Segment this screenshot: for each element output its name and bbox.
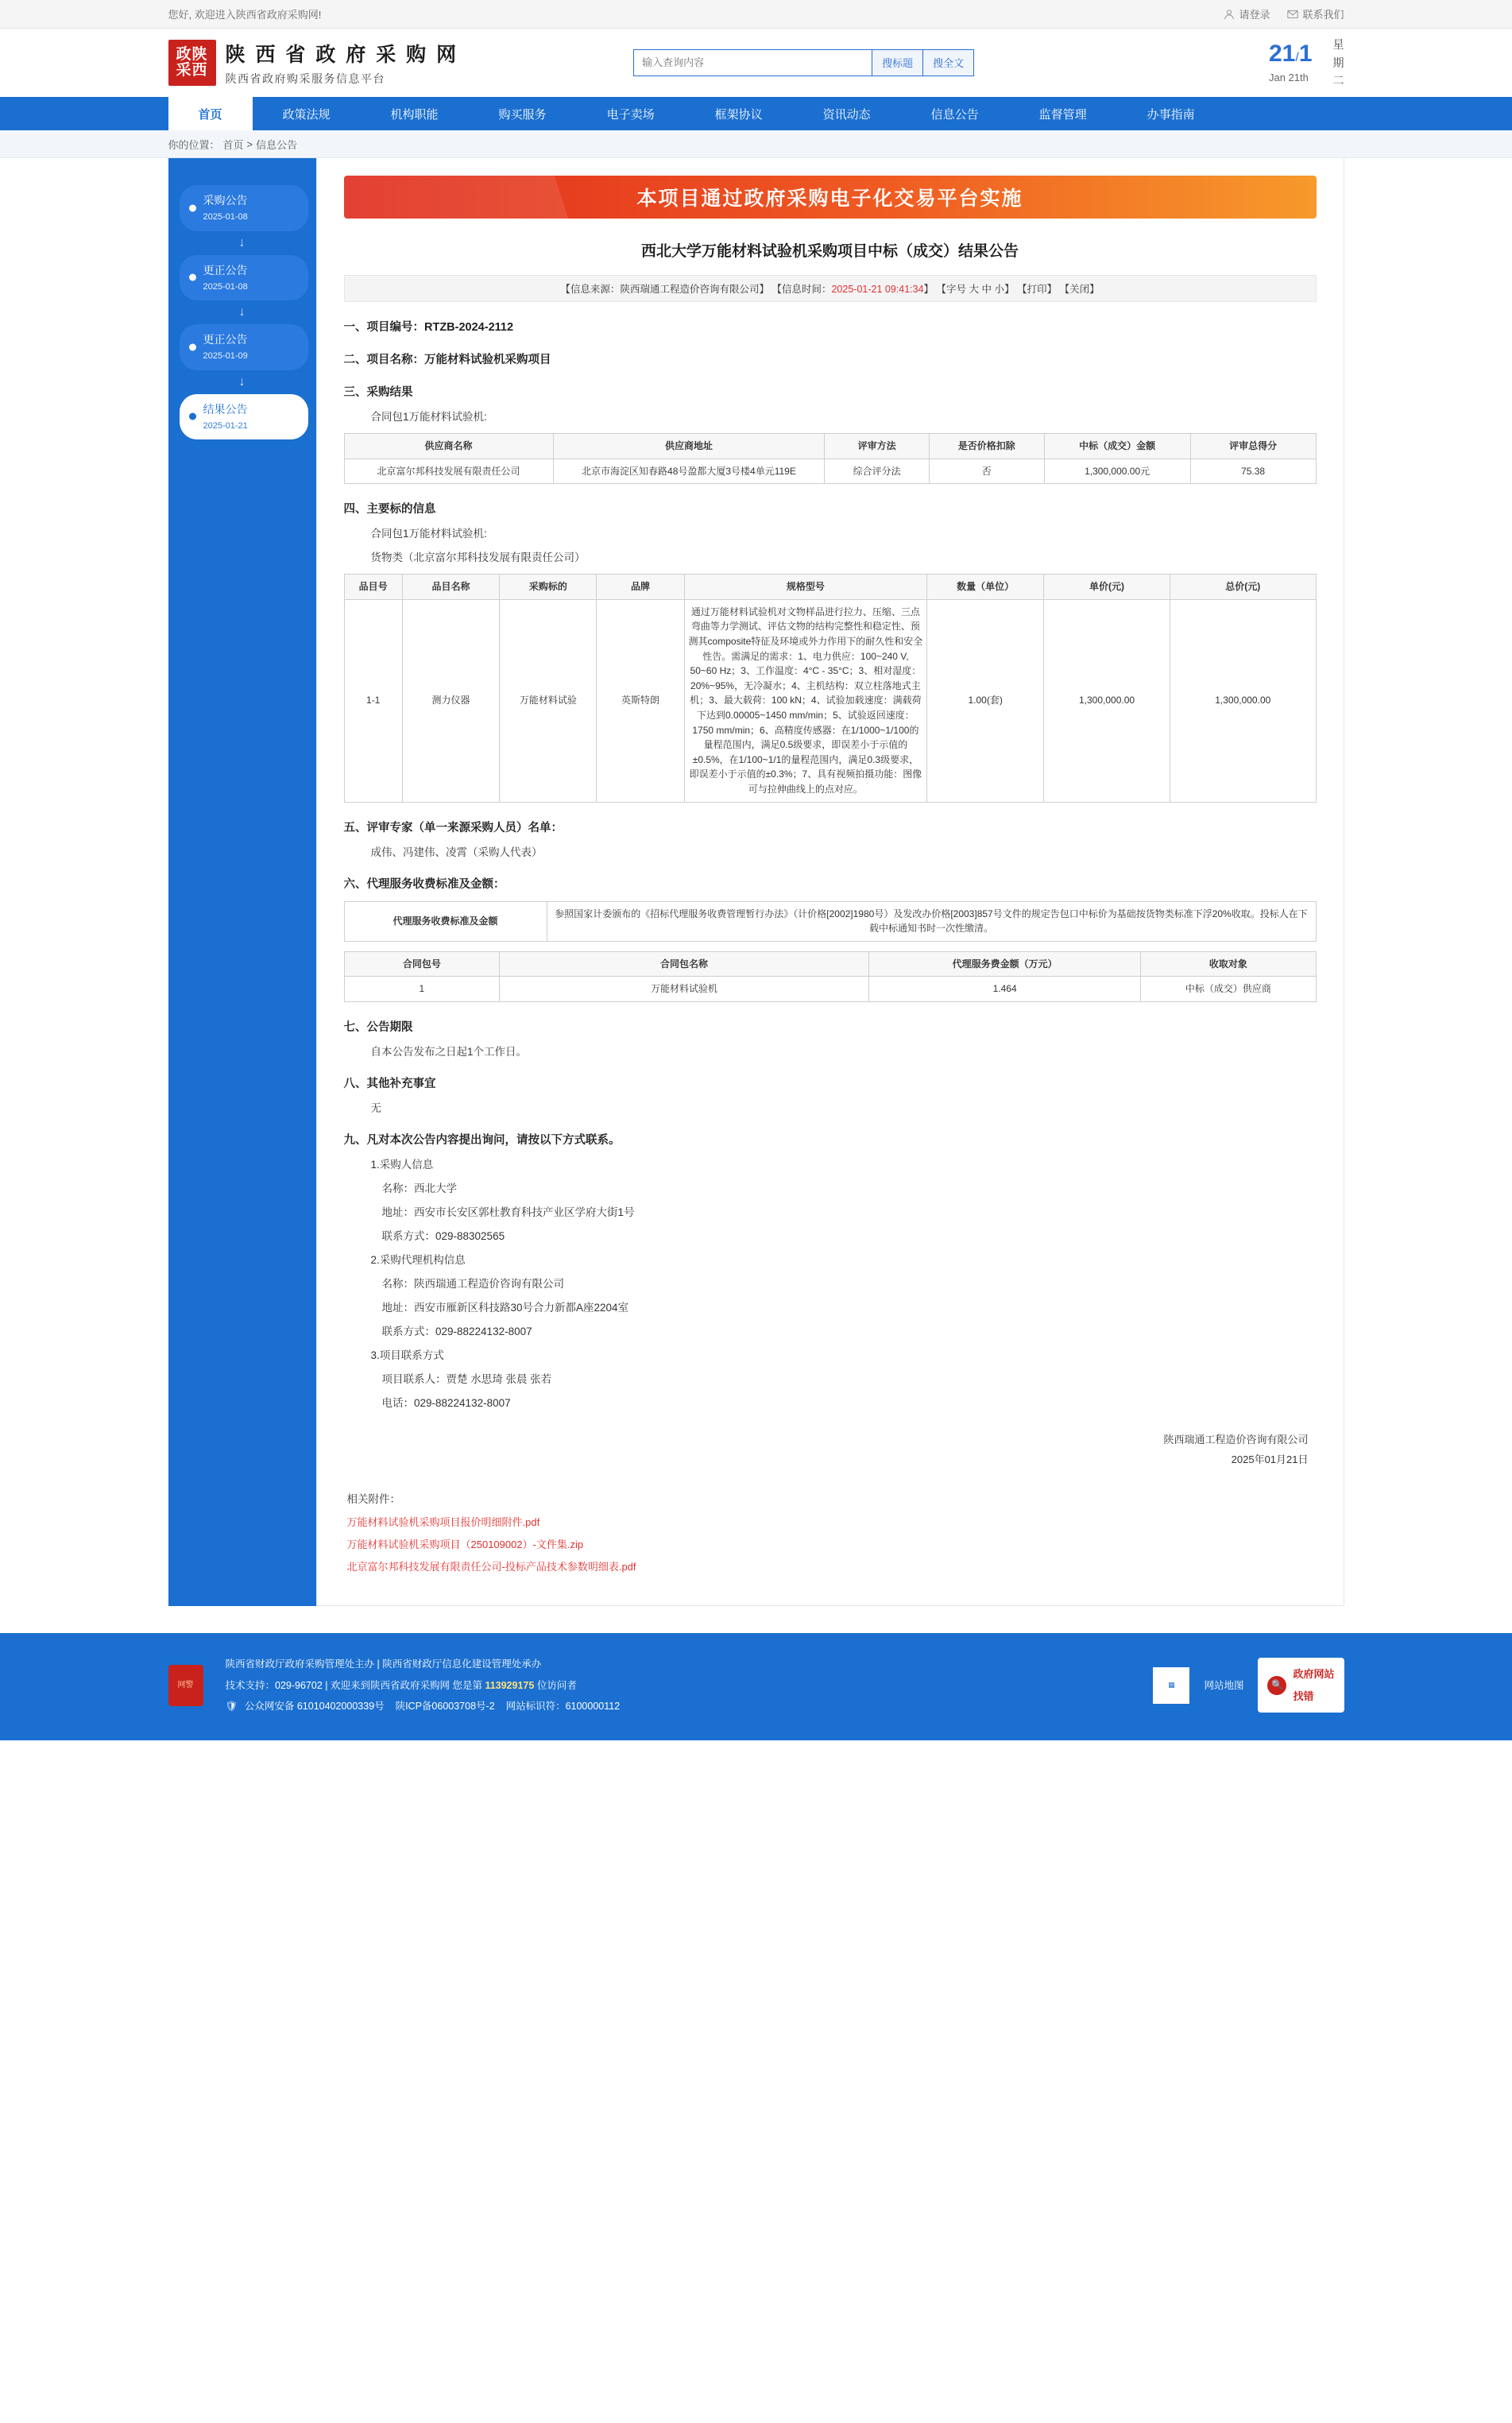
step-dot-icon <box>189 204 196 211</box>
item-total-price: 1,300,000.00 <box>1170 599 1316 802</box>
step-arrow-icon: ↓ <box>238 374 246 389</box>
project-contact-heading: 3.项目联系方式 <box>370 1349 444 1361</box>
footer-line-1: 陕西省财政厅政府采购管理处主办 | 陕西省财政厅信息化建设管理处承办 <box>225 1659 542 1670</box>
sidebar-step-1[interactable] <box>180 255 308 301</box>
font-size-large-button[interactable]: 大 <box>969 284 980 295</box>
fee-cell: 中标（成交）供应商 <box>1141 977 1316 1002</box>
step-arrow-icon: ↓ <box>238 235 246 250</box>
column-header: 品牌 <box>597 575 684 600</box>
attachment-link-0[interactable]: 万能材料试验机采购项目报价明细附件.pdf <box>346 1516 540 1529</box>
article-content <box>316 158 1344 1606</box>
step-date: 2025-01-09 <box>203 351 248 361</box>
contact-link[interactable] <box>1287 6 1344 21</box>
weekday-line3: 二 <box>1332 74 1344 87</box>
breadcrumb-bar <box>0 130 1512 158</box>
column-header: 中标（成交）金额 <box>1044 434 1190 459</box>
shield-icon: 🛡 <box>225 1700 238 1712</box>
step-dot-icon <box>189 343 196 350</box>
nav-item-5[interactable]: 框架协议 <box>714 107 763 122</box>
column-header: 代理服务费金额（万元） <box>868 951 1140 977</box>
meta-font-end: 】 <box>1004 284 1015 295</box>
meta-time-value: 2025-01-21 09:41:34 <box>831 284 924 295</box>
table-header-row <box>344 951 1316 977</box>
column-header: 品目名称 <box>402 575 499 600</box>
result-table <box>344 433 1317 484</box>
date-month: 1 <box>1298 40 1313 67</box>
visitor-count: 113929175 <box>485 1679 535 1691</box>
column-header: 评审方法 <box>825 434 930 459</box>
footer-line-2-prefix: 技术支持：029-96702 | 欢迎来到陕西省政府采购网 您是第 <box>225 1679 482 1691</box>
item-no: 1-1 <box>344 599 402 802</box>
mail-icon <box>1287 9 1298 20</box>
search-input[interactable] <box>633 49 872 76</box>
column-header: 收取对象 <box>1141 951 1316 977</box>
step-title: 采购公告 <box>203 194 248 207</box>
magnifier-icon: 🔍 <box>1267 1676 1286 1695</box>
breadcrumb-item-home[interactable]: 首页 <box>222 138 244 151</box>
breadcrumb-sep: > <box>246 137 253 150</box>
sitemap-link[interactable]: 网站地图 <box>1204 1679 1244 1691</box>
contact-label: 联系我们 <box>1302 9 1344 21</box>
item-name: 测力仪器 <box>402 599 499 802</box>
meta-source-label: 【信息来源： <box>560 284 621 295</box>
sidebar-step-0[interactable] <box>180 185 308 231</box>
weekday-line1: 星 <box>1332 38 1344 52</box>
top-utility-bar <box>0 0 1512 29</box>
item-unit-price: 1,300,000.00 <box>1044 599 1170 802</box>
section-heading-contact: 九、凡对本次公告内容提出询问，请按以下方式联系。 <box>343 1133 621 1147</box>
nav-item-6[interactable]: 资讯动态 <box>822 107 871 122</box>
experts-line: 成伟、冯建伟、凌霄（采购人代表） <box>370 846 543 858</box>
project-contact-tel: 电话：029-88224132-8007 <box>381 1396 511 1409</box>
agency-address: 地址：西安市雁新区科技路30号合力新都A座2204室 <box>381 1301 629 1314</box>
attachment-link-2[interactable]: 北京富尔邦科技发展有限责任公司-投标产品技术参数明细表.pdf <box>346 1561 636 1573</box>
step-date: 2025-01-08 <box>203 212 248 222</box>
search-title-button[interactable]: 搜标题 <box>872 49 923 76</box>
font-size-small-button[interactable]: 小 <box>994 284 1005 295</box>
goods-table <box>344 574 1317 802</box>
column-header: 规格型号 <box>684 575 927 600</box>
font-size-medium-button[interactable]: 中 <box>981 284 992 295</box>
site-name: 陕 西 省 政 府 采 购 网 <box>225 43 459 66</box>
meta-source-end: 】 <box>759 284 769 295</box>
search-fulltext-button[interactable]: 搜全文 <box>923 49 974 76</box>
result-cell: 北京市海淀区知春路48号盈都大厦3号楼4单元119E <box>553 459 825 484</box>
footer-line-2-suffix: 位访问者 <box>536 1679 577 1691</box>
signature-block <box>344 1430 1317 1469</box>
nav-item-1[interactable]: 政策法规 <box>282 107 331 122</box>
column-header: 评审总得分 <box>1190 434 1316 459</box>
police-record[interactable]: 公众网安备 61010402000339号 <box>244 1700 385 1712</box>
purchaser-name: 名称：西北大学 <box>381 1182 457 1194</box>
section-heading-result: 三、采购结果 <box>343 386 413 399</box>
project-contact-person: 项目联系人：贾楚 水思琦 张晨 张若 <box>381 1372 552 1385</box>
police-badge-icon: 网警 <box>168 1665 203 1706</box>
item-brand: 英斯特朗 <box>597 599 684 802</box>
date-english: Jan 21th <box>1268 71 1309 83</box>
table-row <box>344 977 1316 1002</box>
step-arrow-icon: ↓ <box>238 305 246 319</box>
page-body <box>168 158 1344 1606</box>
attachments-list <box>344 1514 1317 1573</box>
icp-record[interactable]: 陕ICP备06003708号-2 <box>395 1700 495 1712</box>
column-header: 品目号 <box>344 575 402 600</box>
meta-time-label: 【信息时间： <box>771 284 832 295</box>
meta-time-end: 】 <box>923 284 934 295</box>
purchaser-tel: 联系方式：029-88302565 <box>381 1229 505 1242</box>
breadcrumb-item-notice[interactable]: 信息公告 <box>256 138 298 151</box>
table-row <box>344 599 1316 802</box>
fee-standard-text: 参照国家计委颁布的《招标代理服务收费管理暂行办法》（计价格[2002]1980号）及发改办价格[2003]857号文件的规定告包口中标价为基础按货物类标准下浮20%收取。投标人在下载中标通知书时一次性缴清。 <box>547 901 1316 941</box>
signature-date: 2025年01月21日 <box>1231 1453 1309 1465</box>
sitemap-qr-icon: ▦ <box>1153 1667 1189 1704</box>
nav-item-8[interactable]: 监督管理 <box>1038 107 1087 122</box>
step-date: 2025-01-08 <box>203 281 248 292</box>
section-heading-experts: 五、评审专家（单一来源采购人员）名单： <box>343 821 563 834</box>
nav-item-4[interactable]: 电子卖场 <box>606 107 655 122</box>
result-package-line: 合同包1万能材料试验机: <box>370 411 487 423</box>
signature-org: 陕西瑞通工程造价咨询有限公司 <box>1163 1433 1309 1446</box>
fee-standard-label: 代理服务收费标准及金额 <box>344 901 547 941</box>
period-line: 自本公告发布之日起1个工作日。 <box>370 1045 528 1058</box>
agency-name: 名称：陕西瑞通工程造价咨询有限公司 <box>381 1277 564 1290</box>
page-title: 西北大学万能材料试验机采购项目中标（成交）结果公告 <box>640 243 1019 260</box>
table-header-row <box>344 575 1316 600</box>
items-supplier-line: 货物类（北京富尔邦科技发展有限责任公司） <box>370 552 586 564</box>
column-header: 供应商地址 <box>553 434 825 459</box>
logo-char-line2: 采西 <box>176 61 208 79</box>
date-widget: 21/1 Jan 21th 星 期 二 <box>1269 36 1344 89</box>
section-heading-project-name: 二、项目名称：万能材料试验机采购项目 <box>343 354 551 366</box>
breadcrumb-prefix: 你的位置： <box>168 138 220 151</box>
nav-item-9[interactable]: 办事指南 <box>1147 107 1195 122</box>
main-nav <box>0 97 1512 130</box>
fee-table <box>344 951 1317 1002</box>
column-header: 合同包号 <box>344 951 500 977</box>
column-header: 总价(元) <box>1170 575 1316 600</box>
agency-heading: 2.采购代理机构信息 <box>370 1253 466 1266</box>
result-cell: 1,300,000.00元 <box>1044 459 1190 484</box>
fee-standard-row <box>344 901 1316 941</box>
weekday-line2: 期 <box>1332 56 1344 69</box>
sidebar-step-2[interactable] <box>180 324 308 370</box>
result-cell: 北京富尔邦科技发展有限责任公司 <box>344 459 553 484</box>
breadcrumb <box>168 130 1344 157</box>
platform-banner: 本项目通过政府采购电子化交易平台实施 <box>344 176 1317 219</box>
gov-site-error-badge[interactable] <box>1258 1658 1344 1713</box>
section-heading-project-no: 一、项目编号：RTZB-2024-2112 <box>343 321 514 334</box>
site-header <box>0 29 1512 97</box>
site-identifier: 网站标识符：6100000112 <box>505 1700 621 1712</box>
step-title: 更正公告 <box>203 263 248 277</box>
step-date: 2025-01-21 <box>203 420 248 431</box>
login-link[interactable] <box>1224 6 1270 21</box>
section-heading-other: 八、其他补充事宜 <box>343 1077 436 1090</box>
fee-cell: 万能材料试验机 <box>500 977 869 1002</box>
table-header-row <box>344 434 1316 459</box>
nav-item-7[interactable]: 信息公告 <box>930 107 979 122</box>
login-label: 请登录 <box>1239 9 1270 21</box>
column-header: 是否价格扣除 <box>929 434 1044 459</box>
gov-badge-line1: 政府网站 <box>1293 1668 1335 1681</box>
column-header: 采购标的 <box>500 575 597 600</box>
print-button[interactable]: 【打印】 <box>1017 284 1058 295</box>
nav-item-3[interactable]: 购买服务 <box>498 107 547 122</box>
table-row <box>344 459 1316 484</box>
item-spec: 通过万能材料试验机对文物样品进行拉力、压缩、三点弯曲等力学测试、评估文物的结构完整性和稳定性、预测其composite特征及环境或外力作用下的耐久性和安全性告。需满足的需求：1、电力供应：100~240 V, 50~60 Hz；3、工作温度：4°C - 35°C；3、相对湿度：20%~95%，无冷凝水；4、主机结构：双立柱落地式主机；3、最大载荷：100 kN；4、试验加载速度：满载荷下达到0.00005~1450 mm/min；5、试验返回速度：1750 mm/min；6、高精度传感器：在1/1000~1/100的量程范围内，满足0.5级要求，即误差小于示值的±0.5%，在1/100~1/1的量程范围内，满足0.3级要求，即误差小于示值的±0.3%；7、具有视频拍摄功能：图像可与拉伸曲线上的点对应。 <box>684 599 927 802</box>
step-title: 更正公告 <box>203 333 248 346</box>
step-dot-icon <box>189 274 196 281</box>
nav-item-0[interactable]: 首页 <box>168 97 253 130</box>
column-header: 单价(元) <box>1044 575 1170 600</box>
nav-item-2[interactable]: 机构职能 <box>390 107 439 122</box>
article-meta-bar <box>344 275 1317 302</box>
result-cell: 综合评分法 <box>825 459 930 484</box>
close-button[interactable]: 【关闭】 <box>1059 284 1100 295</box>
purchaser-address: 地址：西安市长安区郭杜教育科技产业区学府大街1号 <box>381 1206 635 1218</box>
logo-char-line1: 政陕 <box>176 46 208 64</box>
sidebar-step-3[interactable] <box>180 394 308 440</box>
meta-source-value: 陕西瑞通工程造价咨询有限公司 <box>620 284 760 295</box>
site-footer <box>0 1633 1512 1740</box>
column-header: 合同包名称 <box>500 951 869 977</box>
weekday-label <box>1333 36 1344 89</box>
item-target: 万能材料试验 <box>500 599 597 802</box>
welcome-text: 您好, 欢迎进入陕西省政府采购网! <box>168 9 322 21</box>
section-heading-period: 七、公告期限 <box>343 1020 413 1034</box>
item-qty: 1.00(套) <box>927 599 1044 802</box>
column-header: 数量（单位） <box>927 575 1044 600</box>
search-block <box>633 49 974 76</box>
attachment-link-1[interactable]: 万能材料试验机采购项目（250109002）-文件集.zip <box>346 1539 584 1551</box>
items-package-line: 合同包1万能材料试验机: <box>370 528 487 540</box>
section-heading-agency-fee: 六、代理服务收费标准及金额： <box>343 877 505 891</box>
fee-cell: 1 <box>344 977 500 1002</box>
step-dot-icon <box>189 413 196 420</box>
logo-mark-icon <box>168 40 216 86</box>
site-logo[interactable] <box>168 39 459 87</box>
site-subtitle: 陕西省政府购采服务信息平台 <box>225 72 385 85</box>
fee-header-table <box>344 901 1317 942</box>
meta-font-label: 【字号 <box>936 284 967 295</box>
column-header: 供应商名称 <box>344 434 553 459</box>
agency-tel: 联系方式：029-88224132-8007 <box>381 1325 532 1337</box>
progress-sidebar <box>168 158 316 1606</box>
section-heading-main-items: 四、主要标的信息 <box>343 503 436 517</box>
attachments-title: 相关附件： <box>346 1493 400 1506</box>
step-title: 结果公告 <box>203 402 248 416</box>
date-day: 21 <box>1268 40 1296 67</box>
user-icon <box>1224 9 1235 20</box>
fee-cell: 1.464 <box>868 977 1140 1002</box>
gov-badge-line2: 找错 <box>1293 1690 1314 1702</box>
purchaser-heading: 1.采购人信息 <box>370 1158 434 1171</box>
other-line: 无 <box>370 1101 381 1114</box>
result-cell: 75.38 <box>1190 459 1316 484</box>
result-cell: 否 <box>929 459 1044 484</box>
